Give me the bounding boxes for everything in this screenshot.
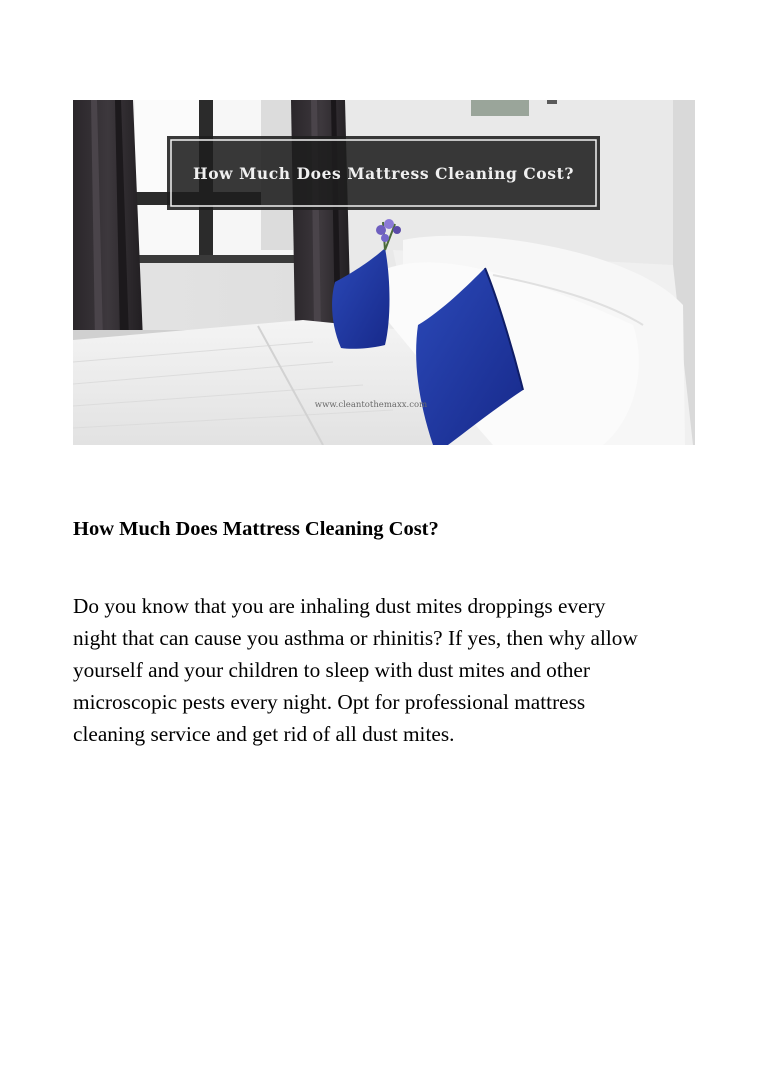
body-line: night that can cause you asthma or rhinitis? If yes, then why allow [73, 626, 638, 650]
wall-art [471, 100, 529, 116]
body-line: microscopic pests every night. Opt for professional mattress [73, 690, 586, 714]
banner-title: How Much Does Mattress Cleaning Cost? [192, 164, 575, 183]
body-line: yourself and your children to sleep with dust mites and other [73, 658, 590, 682]
hero-image [73, 100, 695, 445]
article-heading: How Much Does Mattress Cleaning Cost? [73, 518, 439, 540]
body-line: Do you know that you are inhaling dust mites droppings every [73, 594, 606, 618]
image-banner [167, 136, 600, 210]
article-body [73, 590, 703, 750]
watermark: www.cleantothemaxx.com [314, 400, 428, 410]
left-curtain [73, 100, 143, 340]
body-line: cleaning service and get rid of all dust mites. [73, 722, 455, 746]
